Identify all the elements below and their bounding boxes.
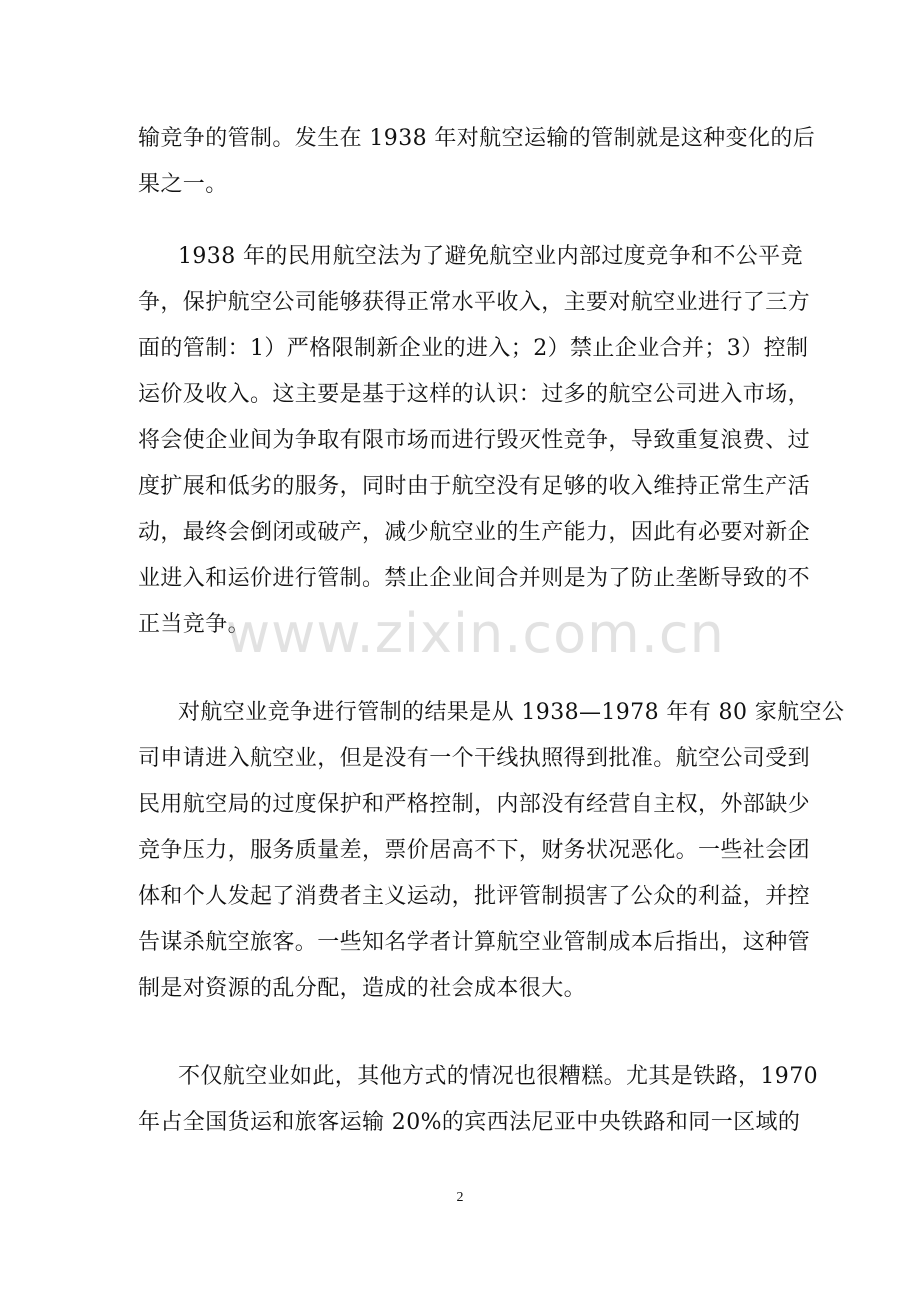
page-number: 2 — [456, 1190, 464, 1205]
paragraph-1 — [138, 116, 816, 208]
text-line: 司申请进入航空业，但是没有一个干线执照得到批准。航空公司受到 — [138, 746, 811, 771]
text-line: 动，最终会倒闭或破产，减少航空业的生产能力，因此有必要对新企 — [138, 520, 811, 545]
text-line: 告谋杀航空旅客。一些知名学者计算航空业管制成本后指出，这种管 — [138, 930, 811, 955]
text-line: 制是对资源的乱分配，造成的社会成本很大。 — [138, 976, 587, 1001]
text-line: 面的管制：1）严格限制新企业的进入；2）禁止企业合并；3）控制 — [138, 336, 809, 361]
paragraph-4 — [138, 1054, 818, 1146]
text-line: 输竞争的管制。发生在 1938 年对航空运输的管制就是这种变化的后 — [138, 126, 816, 151]
text-line: 民用航空局的过度保护和严格控制，内部没有经营自主权，外部缺少 — [138, 792, 811, 817]
text-line: 1938 年的民用航空法为了避免航空业内部过度竞争和不公平竞 — [178, 244, 803, 269]
paragraph-2 — [138, 234, 811, 648]
text-line: 果之一。 — [138, 172, 228, 197]
text-line: 体和个人发起了消费者主义运动，批评管制损害了公众的利益，并控 — [138, 884, 811, 909]
text-line: 将会使企业间为争取有限市场而进行毁灭性竞争，导致重复浪费、过 — [138, 428, 811, 453]
text-line: 正当竞争。 — [138, 612, 251, 637]
watermark: www.zixin.com.cn — [226, 602, 725, 665]
paragraph-3 — [138, 690, 845, 1012]
text-line: 度扩展和低劣的服务，同时由于航空没有足够的收入维持正常生产活 — [138, 474, 811, 499]
text-line: 业进入和运价进行管制。禁止企业间合并则是为了防止垄断导致的不 — [138, 566, 811, 591]
text-line: 运价及收入。这主要是基于这样的认识：过多的航空公司进入市场， — [138, 382, 811, 407]
text-line: 竞争压力，服务质量差，票价居高不下，财务状况恶化。一些社会团 — [138, 838, 811, 863]
text-line: 对航空业竞争进行管制的结果是从 1938—1978 年有 80 家航空公 — [178, 700, 845, 725]
text-line: 年占全国货运和旅客运输 20%的宾西法尼亚中央铁路和同一区域的 — [138, 1110, 801, 1135]
text-line: 争，保护航空公司能够获得正常水平收入，主要对航空业进行了三方 — [138, 290, 811, 315]
text-line: 不仅航空业如此，其他方式的情况也很糟糕。尤其是铁路，1970 — [178, 1064, 818, 1089]
